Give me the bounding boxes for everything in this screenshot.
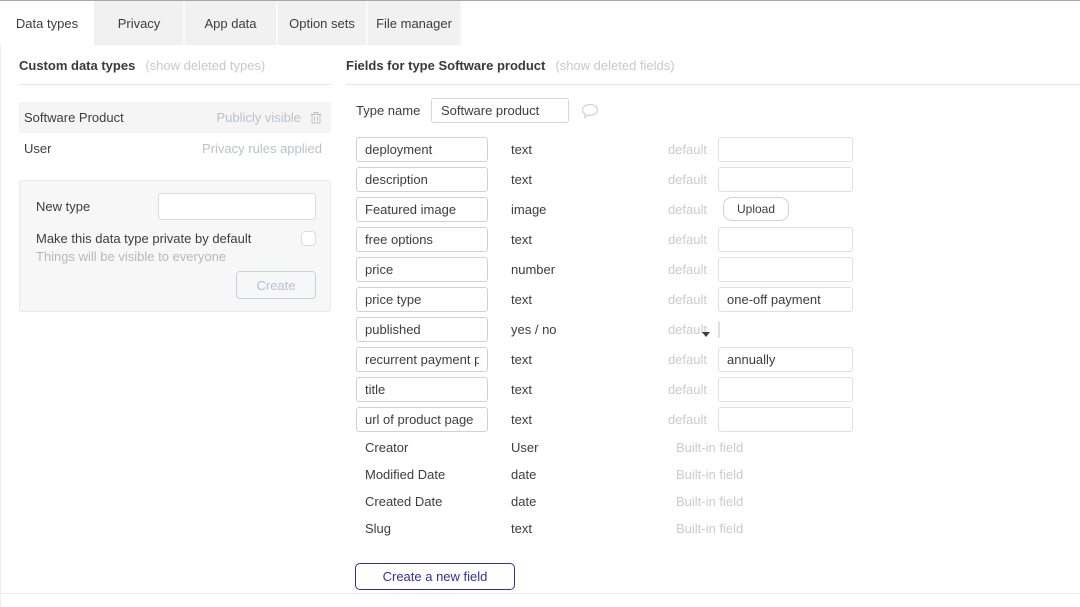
bottom-divider: [1, 593, 1080, 594]
data-type-list: [19, 102, 331, 164]
tab-privacy[interactable]: Privacy: [95, 1, 185, 45]
field-name-input[interactable]: [356, 347, 488, 372]
builtin-field-note: Built-in field: [676, 467, 744, 482]
field-default-area: [707, 407, 853, 432]
field-default-label: default: [667, 321, 707, 337]
field-row-url-of-product-page: [356, 404, 1080, 434]
field-default-area: [707, 197, 853, 221]
field-type-label: yes / no: [511, 321, 557, 337]
data-type-row-user[interactable]: [19, 133, 331, 164]
builtin-field-row-creator: [356, 434, 1080, 461]
builtin-field-note: Built-in field: [676, 494, 744, 509]
field-row-price: [356, 254, 1080, 284]
field-default-label: default: [667, 351, 707, 367]
field-name-input[interactable]: [356, 167, 488, 192]
field-default-label: default: [667, 261, 707, 277]
builtin-field-type: User: [511, 440, 539, 455]
field-default-area: [707, 347, 853, 372]
field-default-area: [707, 257, 853, 282]
field-default-input[interactable]: [718, 137, 853, 162]
tab-bar: [0, 0, 1080, 45]
field-row-price-type: [356, 284, 1080, 314]
comment-bubble-icon[interactable]: [581, 103, 599, 119]
tab-file-manager[interactable]: File manager: [368, 1, 462, 45]
field-row-published: [356, 314, 1080, 344]
field-default-area: [707, 137, 853, 162]
field-name-input[interactable]: [356, 227, 488, 252]
field-default-input[interactable]: [718, 167, 853, 192]
private-by-default-label: Make this data type private by default: [36, 231, 252, 246]
content-area: [0, 45, 1080, 607]
field-list: [346, 134, 1080, 542]
field-type-label: image: [511, 201, 547, 217]
field-name-input[interactable]: [356, 197, 488, 222]
field-row-featured-image: [356, 194, 1080, 224]
tab-data-types[interactable]: Data types: [0, 1, 95, 45]
field-default-input[interactable]: [718, 347, 853, 372]
new-type-input[interactable]: [158, 193, 316, 220]
new-type-label: New type: [36, 199, 91, 214]
builtin-field-row-created-date: [356, 488, 1080, 515]
field-type-label: text: [511, 141, 532, 157]
field-name-input[interactable]: [356, 317, 488, 342]
field-default-label: default: [667, 231, 707, 247]
field-default-label: default: [667, 201, 707, 217]
field-type-label: text: [511, 351, 532, 367]
right-panel-header: [346, 45, 1080, 85]
field-type-label: text: [511, 231, 532, 247]
builtin-field-name: Slug: [365, 521, 392, 536]
field-default-label: default: [667, 381, 707, 397]
data-type-name: User: [24, 141, 52, 156]
right-panel-title: Fields for type Software product: [346, 58, 546, 73]
field-default-area: [707, 287, 853, 312]
field-default-label: default: [667, 291, 707, 307]
type-name-row: [356, 98, 1080, 123]
builtin-field-row-slug: [356, 515, 1080, 542]
field-default-input[interactable]: [718, 407, 853, 432]
builtin-field-note: Built-in field: [676, 440, 744, 455]
builtin-field-row-modified-date: [356, 461, 1080, 488]
field-default-dropdown[interactable]: [718, 321, 720, 338]
builtin-field-name: Created Date: [365, 494, 443, 509]
field-default-label: default: [667, 411, 707, 427]
field-name-input[interactable]: [356, 287, 488, 312]
field-default-input[interactable]: [718, 257, 853, 282]
field-name-input[interactable]: [356, 137, 488, 162]
data-type-row-software-product[interactable]: [19, 102, 331, 133]
new-type-card: [19, 180, 331, 312]
field-type-label: text: [511, 291, 532, 307]
data-type-status: Publicly visible: [216, 110, 322, 125]
create-type-button[interactable]: Create: [236, 271, 316, 299]
custom-data-types-panel: [19, 45, 331, 312]
field-type-label: number: [511, 261, 556, 277]
builtin-field-name: Modified Date: [365, 467, 446, 482]
field-default-area: [707, 377, 853, 402]
field-default-label: default: [667, 141, 707, 157]
field-default-input[interactable]: [718, 377, 853, 402]
field-default-area: [707, 167, 853, 192]
field-row-free-options: [356, 224, 1080, 254]
tab-app-data[interactable]: App data: [185, 1, 278, 45]
type-name-input[interactable]: [431, 98, 569, 123]
builtin-field-type: date: [511, 494, 537, 509]
tab-option-sets[interactable]: Option sets: [278, 1, 368, 45]
field-name-input[interactable]: [356, 377, 488, 402]
field-name-input[interactable]: [356, 407, 488, 432]
data-type-status: Privacy rules applied: [202, 141, 322, 156]
field-row-description: [356, 164, 1080, 194]
field-default-area: [707, 322, 853, 337]
field-row-recurrent-payment-period: [356, 344, 1080, 374]
field-default-area: [707, 227, 853, 252]
show-deleted-types-link[interactable]: (show deleted types): [145, 58, 266, 73]
builtin-field-name: Creator: [365, 440, 409, 455]
builtin-field-type: date: [511, 467, 537, 482]
fields-panel: [346, 45, 1080, 590]
left-panel-title: Custom data types: [19, 58, 136, 73]
field-default-input[interactable]: [718, 287, 853, 312]
type-name-label: Type name: [356, 103, 421, 118]
trash-icon[interactable]: [310, 111, 322, 124]
chevron-down-icon: [702, 332, 710, 337]
field-type-label: text: [511, 171, 532, 187]
private-by-default-checkbox[interactable]: [301, 231, 316, 246]
field-name-input[interactable]: [356, 257, 488, 282]
field-default-input[interactable]: [718, 227, 853, 252]
visibility-hint: Things will be visible to everyone: [36, 249, 227, 264]
upload-button[interactable]: Upload: [723, 197, 789, 221]
builtin-field-type: text: [511, 521, 532, 536]
builtin-field-note: Built-in field: [676, 521, 744, 536]
create-new-field-button[interactable]: Create a new field: [355, 563, 515, 590]
field-type-label: text: [511, 381, 532, 397]
data-type-name: Software Product: [24, 110, 124, 125]
left-panel-header: [19, 45, 331, 85]
field-row-deployment: [356, 134, 1080, 164]
field-type-label: text: [511, 411, 532, 427]
field-row-title: [356, 374, 1080, 404]
show-deleted-fields-link[interactable]: (show deleted fields): [555, 58, 675, 73]
field-default-label: default: [667, 171, 707, 187]
